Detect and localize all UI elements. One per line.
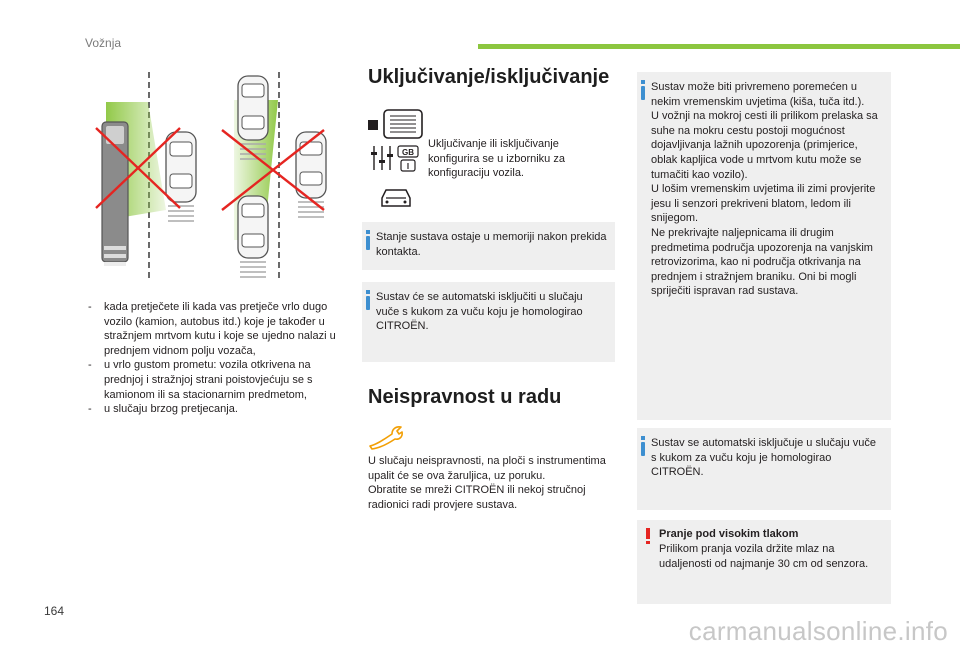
wrench-icon (368, 424, 404, 452)
fault-description: U slučaju neispravnosti, na ploči s instrumentima upalit će se ova žaruljica, uz poruku. Obratite se mreži CITROËN ili nekoj stručnoj radionici radi provjere sustava. (368, 455, 606, 511)
info-icon (641, 442, 645, 456)
section-title-fault: Neispravnost u radu (368, 386, 562, 408)
limitation-list (88, 300, 348, 417)
car-settings-icon (382, 190, 410, 206)
warning-text: Prilikom pranja vozila držite mlaz na udaljenosti od najmanje 30 cm od senzora. (659, 543, 869, 570)
info-icon (366, 296, 370, 310)
warning-icon (645, 528, 651, 544)
section-label: Vožnja (85, 36, 122, 50)
settings-sliders-icon (371, 146, 418, 171)
info-text: Stanje sustava ostaje u memoriji nakon prekida kontakta. (376, 231, 607, 258)
blind-spot-illustration (88, 70, 350, 282)
section-title-onoff: Uključivanje/isključivanje (368, 66, 610, 88)
touchscreen-icon (368, 110, 422, 138)
gb-label: GB (402, 148, 414, 157)
section-accent-bar (478, 44, 960, 49)
list-item: - u slučaju brzog pretjecanja. (88, 402, 348, 417)
info-text: Sustav može biti privremeno poremećen u nekim vremenskim uvjetima (kiša, tuča itd.). U vožnji na mokroj cesti ili prilikom prelaska sa suhe na mokru cestu postoji mogućnost dojavljivanja lažnih upozorenja (primjerice, oblak kapljica vode u mrtvom kutu može se tumačiti kao vozilo). U lošim vremenskim uvjetima ili zimi provjerite jesu li senzori prekriveni blatom, ledom ili snijegom. Ne prekrivajte naljepnicama ili drugim predmetima područja upozorenja na vanjskim retrovizorima, kao ni područja otkrivanja na prednjem i stražnjem braniku. Oni bi mogli spriječiti ispravan rad sustava. (651, 81, 878, 298)
list-item: - u vrlo gustom prometu: vozila otkrivena na prednjoj i stražnjoj strani poistovjećuju se s kamionom ili sa stacionarnim predmetom, (88, 358, 348, 402)
car-icon (296, 132, 326, 217)
info-icon (641, 86, 645, 100)
list-item: - kada pretječete ili kada vas pretječe vrlo dugo vozilo (kamion, autobus itd.) koje je također u stražnjem mrtvom kutu i koje se ujedno nalazi u prednjem vidnom polju vozača, (88, 300, 348, 358)
page-number: 164 (44, 604, 65, 618)
info-box-towbar-right (637, 428, 891, 510)
truck-icon (102, 122, 128, 266)
info-icon (366, 236, 370, 250)
onoff-description: Uključivanje ili isključivanje konfigurira se u izborniku za konfiguraciju vozila. (428, 138, 565, 180)
i-label: I (406, 162, 410, 171)
car-icon (238, 196, 268, 277)
warning-box-pressure-wash (637, 520, 891, 604)
car-icon (166, 132, 196, 221)
info-box-towbar (362, 282, 615, 362)
settings-icons (368, 108, 424, 212)
info-text: Sustav će se automatski isključiti u slučaju vuče s kukom za vuču koju je homologirao CITROËN. (376, 291, 583, 333)
watermark: carmanualsonline.info (688, 616, 948, 646)
info-text: Sustav se automatski isključuje u slučaju vuče s kukom za vuču koju je homologirao CITROËN. (651, 437, 876, 479)
info-box-weather (637, 72, 891, 420)
warning-title: Pranje pod visokim tlakom (659, 528, 799, 540)
info-box-memory (362, 222, 615, 270)
